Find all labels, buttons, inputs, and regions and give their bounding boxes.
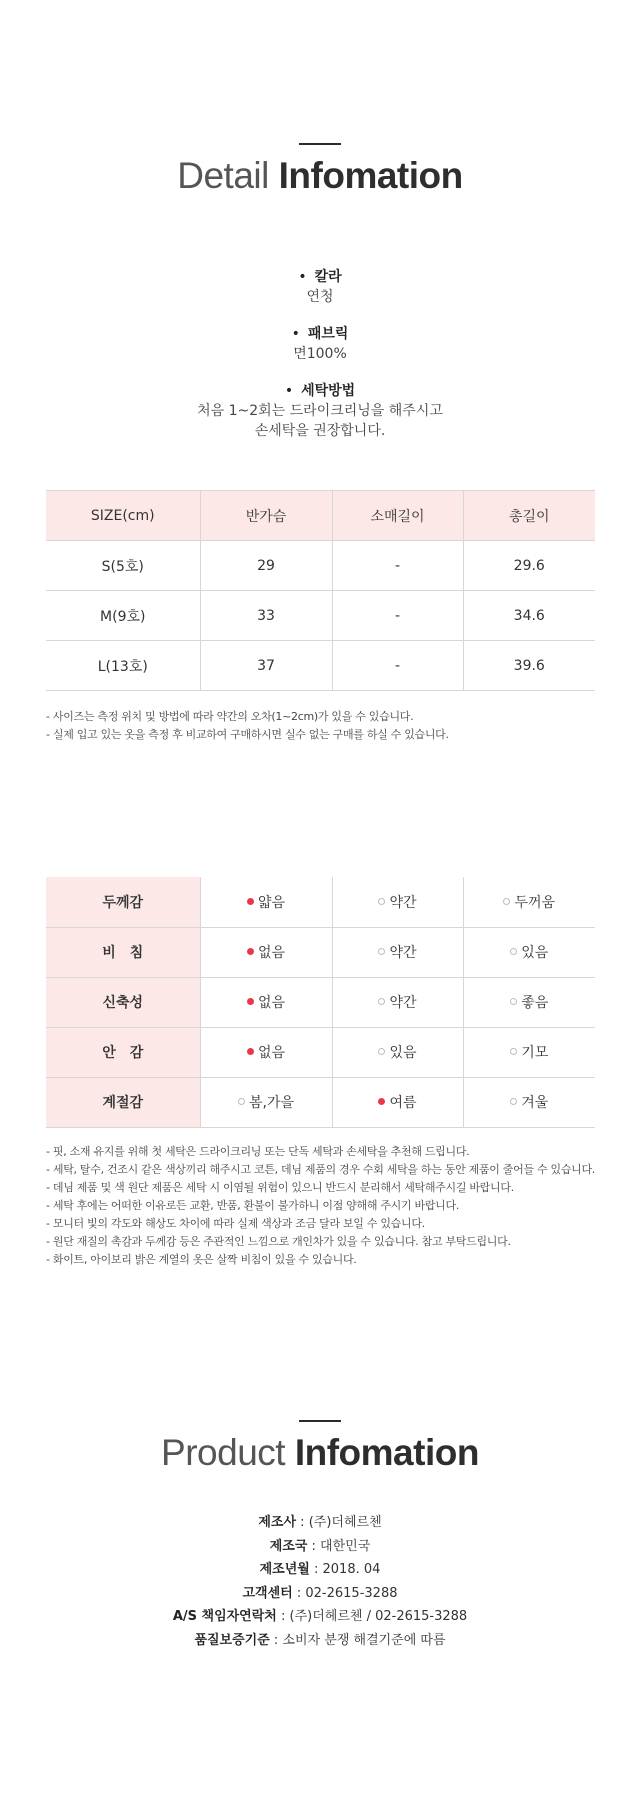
size-header-cell: 소매길이 xyxy=(332,491,463,541)
feature-option-label: 얇음 xyxy=(257,894,286,911)
feature-option-label: 두꺼움 xyxy=(514,894,556,911)
product-heading-bold: Infomation xyxy=(294,1432,479,1473)
feature-label: 비 침 xyxy=(46,927,200,977)
size-notes xyxy=(46,708,606,744)
product-heading xyxy=(0,1432,640,1474)
care-note: - 세탁, 탈수, 건조시 같은 색상끼리 해주시고 코튼, 데님 제품의 경우 수회 세탁을 하는 동안 제품이 줄어들 수 있습니다. xyxy=(46,1163,595,1176)
selected-dot-icon xyxy=(247,998,254,1005)
feature-option xyxy=(332,1077,463,1127)
size-cell: 39.6 xyxy=(463,641,595,691)
selected-dot-icon xyxy=(247,1048,254,1055)
product-line: 제조국 : 대한민국 xyxy=(269,1538,371,1554)
product-line-key: 고객센터 xyxy=(242,1585,293,1601)
selected-dot-icon xyxy=(247,898,254,905)
feature-option-label: 봄,가을 xyxy=(248,1095,295,1111)
size-header-cell: 반가슴 xyxy=(200,491,332,541)
care-note: - 핏, 소재 유지를 위해 첫 세탁은 드라이크리닝 또는 단독 세탁과 손세탁을 추천해 드립니다. xyxy=(46,1145,470,1158)
size-table-row xyxy=(46,641,595,691)
spec-wash-label: • 세탁방법 xyxy=(0,381,640,401)
detail-heading-bold: Infomation xyxy=(278,155,463,196)
size-cell: 34.6 xyxy=(463,591,595,641)
feature-label: 신축성 xyxy=(46,977,200,1027)
care-note: - 세탁 후에는 어떠한 이유로든 교환, 반품, 환불이 불가하니 이점 양해해 주시기 바랍니다. xyxy=(46,1199,460,1212)
feature-table xyxy=(46,877,595,1128)
product-line: 제조사 : (주)더헤르첸 xyxy=(258,1515,382,1530)
size-cell: 29.6 xyxy=(463,541,595,591)
feature-option xyxy=(200,977,332,1027)
product-info xyxy=(0,1511,640,1652)
selected-dot-icon xyxy=(247,948,254,955)
feature-option xyxy=(463,927,595,977)
product-line-value: (주)더헤르첸 / 02-2615-3288 xyxy=(289,1609,468,1624)
feature-label: 계절감 xyxy=(46,1077,200,1127)
size-table-header xyxy=(46,491,595,541)
size-cell: - xyxy=(332,541,463,591)
unselected-dot-icon xyxy=(238,1098,245,1105)
product-heading-light: Product xyxy=(161,1432,286,1473)
care-note: - 화이트, 아이보리 밝은 계열의 옷은 살짝 비침이 있을 수 있습니다. xyxy=(46,1253,357,1266)
feature-option-label: 없음 xyxy=(257,995,286,1011)
product-line-key: 제조년월 xyxy=(259,1562,310,1577)
size-header-cell: SIZE(cm) xyxy=(46,491,200,541)
feature-option xyxy=(463,1027,595,1077)
unselected-dot-icon xyxy=(510,948,517,955)
feature-option xyxy=(332,1027,463,1077)
product-line-key: 품질보증기준 xyxy=(194,1632,270,1648)
feature-row xyxy=(46,1027,595,1077)
feature-option-label: 좋음 xyxy=(521,995,549,1011)
size-cell: - xyxy=(332,591,463,641)
feature-option xyxy=(332,977,463,1027)
product-line-key: 제조국 xyxy=(269,1538,308,1554)
unselected-dot-icon xyxy=(378,1048,385,1055)
product-line-value: 대한민국 xyxy=(320,1538,371,1554)
feature-option xyxy=(463,977,595,1027)
feature-option xyxy=(200,1077,332,1127)
feature-option xyxy=(200,1027,332,1077)
feature-option-label: 있음 xyxy=(521,945,549,961)
spec-color xyxy=(0,267,640,307)
product-line-value: (주)더헤르첸 xyxy=(308,1515,382,1530)
product-line-key: 제조사 xyxy=(258,1515,297,1530)
size-cell: 33 xyxy=(200,591,332,641)
product-line: 제조년월 : 2018. 04 xyxy=(259,1562,381,1577)
feature-row xyxy=(46,1077,595,1127)
spec-fabric xyxy=(0,324,640,364)
size-cell: 37 xyxy=(200,641,332,691)
care-note: - 데님 제품 및 색 원단 제품은 세탁 시 이염될 위험이 있으니 반드시 분리해서 세탁해주시길 바랍니다. xyxy=(46,1181,514,1194)
spec-wash-value-line2: 손세탁을 권장합니다. xyxy=(254,423,386,439)
size-header-cell: 총길이 xyxy=(463,491,595,541)
product-line-value: 02-2615-3288 xyxy=(305,1585,398,1601)
product-line: 고객센터 : 02-2615-3288 xyxy=(242,1585,398,1601)
feature-option-label: 여름 xyxy=(389,1095,417,1111)
care-notes xyxy=(46,1143,606,1269)
size-table-row xyxy=(46,541,595,591)
size-note: - 사이즈는 측정 위치 및 방법에 따라 약간의 오차(1~2cm)가 있을 수 있습니다. xyxy=(46,710,414,723)
spec-wash-value-line1: 처음 1~2회는 드라이크리닝을 해주시고 xyxy=(197,403,443,419)
product-line-key: A/S 책임자연락처 xyxy=(172,1609,277,1624)
product-line: A/S 책임자연락처 : (주)더헤르첸 / 02-2615-3288 xyxy=(172,1609,468,1624)
unselected-dot-icon xyxy=(510,1048,517,1055)
size-note: - 실제 입고 있는 옷을 측정 후 비교하여 구매하시면 실수 없는 구매를 하실 수 있습니다. xyxy=(46,728,449,741)
unselected-dot-icon xyxy=(510,1098,517,1105)
unselected-dot-icon xyxy=(510,998,517,1005)
feature-label: 안 감 xyxy=(46,1027,200,1077)
feature-option-label: 없음 xyxy=(257,945,286,961)
spec-color-label: • 칼라 xyxy=(0,267,640,287)
care-note: - 원단 재질의 촉감과 두께감 등은 주관적인 느낌으로 개인차가 있을 수 있습니다. 참고 부탁드립니다. xyxy=(46,1235,511,1248)
feature-option xyxy=(200,877,332,927)
product-heading-rule xyxy=(299,1420,341,1422)
product-line-value: 2018. 04 xyxy=(322,1562,381,1577)
size-cell: M(9호) xyxy=(46,591,200,641)
selected-dot-icon xyxy=(378,1098,385,1105)
product-line: 품질보증기준 : 소비자 분쟁 해결기준에 따름 xyxy=(194,1632,446,1648)
feature-option xyxy=(332,927,463,977)
unselected-dot-icon xyxy=(378,898,385,905)
detail-heading-rule xyxy=(299,143,341,145)
unselected-dot-icon xyxy=(503,898,510,905)
size-cell: - xyxy=(332,641,463,691)
detail-heading-light: Detail xyxy=(177,155,269,196)
feature-option xyxy=(463,1077,595,1127)
spec-wash xyxy=(0,381,640,441)
feature-row xyxy=(46,977,595,1027)
feature-option-label: 있음 xyxy=(389,1045,417,1061)
size-cell: 29 xyxy=(200,541,332,591)
detail-heading xyxy=(0,155,640,197)
feature-row xyxy=(46,877,595,927)
spec-fabric-value: 면100% xyxy=(293,346,347,362)
size-table-row xyxy=(46,591,595,641)
feature-option xyxy=(463,877,595,927)
feature-label: 두께감 xyxy=(46,877,200,927)
size-table xyxy=(46,490,595,691)
feature-option xyxy=(200,927,332,977)
size-cell: L(13호) xyxy=(46,641,200,691)
feature-option xyxy=(332,877,463,927)
unselected-dot-icon xyxy=(378,948,385,955)
size-cell: S(5호) xyxy=(46,541,200,591)
spec-fabric-label: • 패브릭 xyxy=(0,324,640,344)
care-note: - 모니터 빛의 각도와 해상도 차이에 따라 실제 색상과 조금 달라 보일 수 있습니다. xyxy=(46,1217,425,1230)
spec-color-value: 연청 xyxy=(306,289,334,305)
product-line-value: 소비자 분쟁 해결기준에 따름 xyxy=(282,1632,446,1648)
unselected-dot-icon xyxy=(378,998,385,1005)
feature-option-label: 없음 xyxy=(257,1045,286,1061)
feature-option-label: 약간 xyxy=(389,894,417,911)
feature-option-label: 겨울 xyxy=(521,1095,549,1111)
feature-option-label: 약간 xyxy=(389,945,417,961)
feature-option-label: 기모 xyxy=(521,1045,549,1061)
feature-option-label: 약간 xyxy=(389,995,417,1011)
feature-row xyxy=(46,927,595,977)
